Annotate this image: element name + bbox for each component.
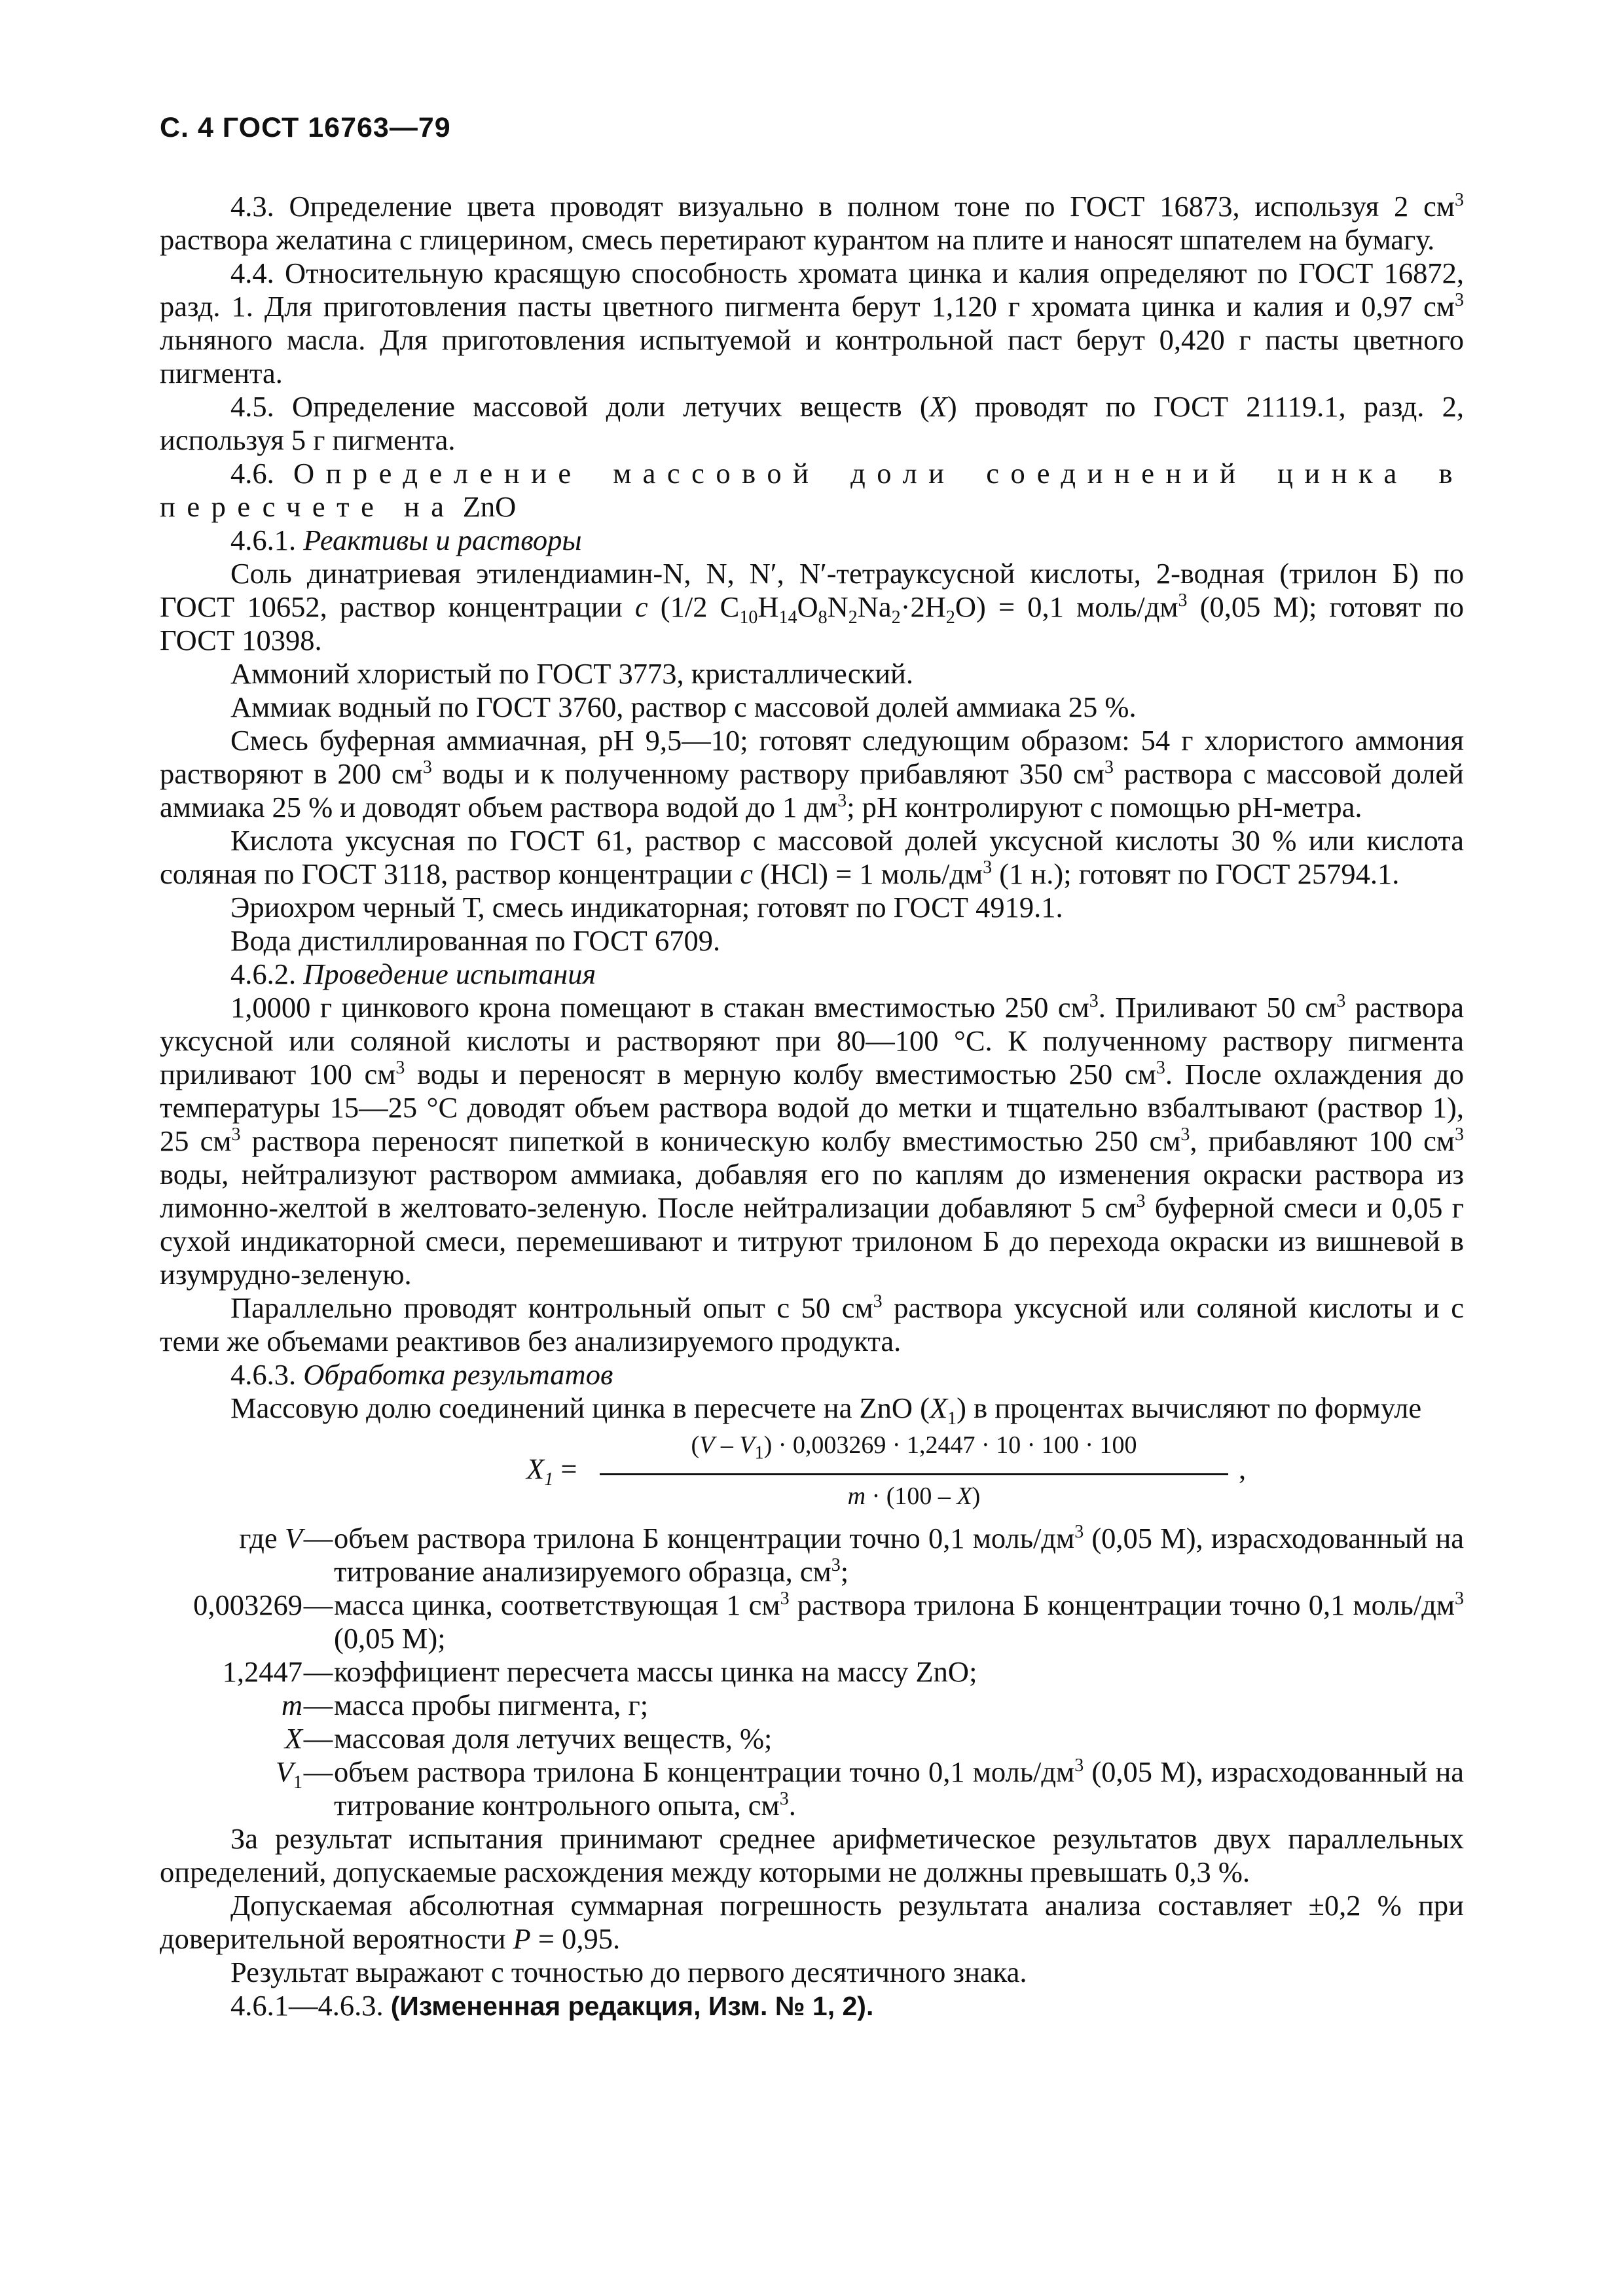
document-body xyxy=(160,190,1464,2023)
formula-x1 xyxy=(160,1425,1464,1522)
result-precision: Результат выражают с точностью до первого десятичного знака. xyxy=(230,1956,1027,1988)
formula-denominator: m · (100 – X) xyxy=(847,1482,981,1510)
variable-dash: — xyxy=(303,1755,333,1788)
formula-comma: , xyxy=(1239,1452,1247,1485)
variable-symbol: 1,2447 xyxy=(222,1655,302,1688)
variable-dash: — xyxy=(303,1522,333,1554)
result-error: Допускаемая абсолютная суммарная погрешность результата анализа составляет ±0,2 % при доверительной вероятности P = 0,95. xyxy=(160,1889,1464,1955)
page-header: С. 4 ГОСТ 16763—79 xyxy=(160,112,451,143)
reagent-acid: Кислота уксусная по ГОСТ 61, раствор с массовой долей уксусной кислоты 30 % или кислота соляная по ГОСТ 3118, раствор концентрации c (HCl) = 1 моль/$дм^3$ (1 н.); готовят по ГОСТ 25794.1. xyxy=(160,824,1464,890)
variable-description: объем раствора трилона Б концентрации точно 0,1 моль/$дм^3$ (0,05 М), израсходованный на титрование анализируемого образца, $см^3$; xyxy=(334,1522,1465,1588)
variable-definitions xyxy=(160,1522,1464,1822)
section-heading-4-6: 4.6. Определение массовой доли соединений цинка в пересчете на ZnO xyxy=(160,457,1464,523)
reagent-ammonium-chloride: Аммоний хлористый по ГОСТ 3773, кристаллический. xyxy=(230,657,913,690)
formula-numerator: $(V - V_1) \cdot 0,003269 \cdot 1,2447 \cdot 10 \cdot 100 \cdot 100$ xyxy=(691,1431,1137,1463)
variable-description: объем раствора трилона Б концентрации точно 0,1 моль/$дм^3$ (0,05 М), израсходованный на титрование контрольного опыта, $см^3$. xyxy=(334,1755,1465,1821)
formula-fraction-bar xyxy=(600,1473,1228,1475)
reagent-trilon: Соль динатриевая этилендиамин-N, N, N′, N′-тетрауксусной кислоты, 2-водная (трилон Б) по ГОСТ 10652, раствор концентрации c (1/2 $C_{10}H_{14}O_8N_2Na_2\cdot 2H_2O) = 0,1$ моль/$дм^3$ (0,05 М); готовят по ГОСТ 10398. xyxy=(160,557,1464,656)
formula-lhs: $X_1$ = xyxy=(526,1452,577,1490)
variable-symbol: $V_1$ xyxy=(275,1755,302,1793)
paragraph-4-4: 4.4. Относительную красящую способность хромата цинка и калия определяют по ГОСТ 16872, разд. 1. Для приготовления пасты цветного пигмента берут 1,120 г хромата цинка и калия и 0,97 $см^3$ льняного масла. Для приготовления испытуемой и контрольной паст берут 0,420 г пасты цветного пигмента. xyxy=(160,257,1464,389)
variable-symbol: X xyxy=(284,1722,302,1755)
formula-intro: Массовую долю соединений цинка в пересчете на ZnO $(X_1)$ в процентах вычисляют по формуле xyxy=(230,1391,1422,1429)
control-experiment: Параллельно проводят контрольный опыт с 50 $см^3$ раствора уксусной или соляной кислоты и с теми же объемами реактивов без анализируемого продукта. xyxy=(160,1291,1464,1357)
amendment-note: 4.6.1—4.6.3. (Измененная редакция, Изм. № 1, 2). xyxy=(230,1989,874,2022)
variable-description: масса цинка, соответствующая 1 $см^3$ раствора трилона Б концентрации точно 0,1 моль/$дм^3$ (0,05 М); xyxy=(334,1588,1464,1655)
reagent-water: Вода дистиллированная по ГОСТ 6709. xyxy=(230,924,721,957)
variable-symbol: m xyxy=(281,1689,302,1721)
variable-dash: — xyxy=(303,1689,333,1721)
subheading-4-6-3: 4.6.3. Обработка результатов xyxy=(230,1358,613,1391)
variable-symbol: 0,003269 xyxy=(193,1588,302,1621)
reagent-eriochrome: Эриохром черный Т, смесь индикаторная; готовят по ГОСТ 4919.1. xyxy=(230,891,1063,924)
subheading-4-6-2: 4.6.2. Проведение испытания xyxy=(230,958,596,990)
result-averaging: За результат испытания принимают среднее арифметическое результатов двух параллельных определений, допускаемые расхождения между которыми не должны превышать 0,3 %. xyxy=(160,1822,1464,1888)
paragraph-4-5: 4.5. Определение массовой доли летучих веществ (X) проводят по ГОСТ 21119.1, разд. 2, используя 5 г пигмента. xyxy=(160,390,1464,456)
variable-description: коэффициент пересчета массы цинка на массу ZnO; xyxy=(334,1655,977,1688)
test-procedure: 1,0000 г цинкового крона помещают в стакан вместимостью 250 $см^3$. Приливают 50 $см^3$ раствора уксусной или соляной кислоты и растворяют при 80—100 °С. К полученному раствору пигмента приливают 100 $см^3$ воды и переносят в мерную колбу вместимостью 250 $см^3$. После охлаждения до температуры 15—25 °С доводят объем раствора водой до метки и тщательно взбалтывают (раствор 1), 25 $см^3$ раствора переносят пипеткой в коническую колбу вместимостью 250 $см^3$, прибавляют 100 $см^3$ воды, нейтрализуют раствором аммиака, добавляя его по каплям до изменения окраски раствора из лимонно-желтой в желтовато-зеленую. После нейтрализации добавляют 5 $см^3$ буферной смеси и 0,05 г сухой индикаторной смеси, перемешивают и титруют трилоном Б до перехода окраски из вишневой в изумрудно-зеленую. xyxy=(160,991,1465,1291)
reagent-buffer: Смесь буферная аммиачная, pH 9,5—10; готовят следующим образом: 54 г хлористого аммония растворяют в 200 $см^3$ воды и к полученному раствору прибавляют 350 $см^3$ раствора с массовой долей аммиака 25 % и доводят объем раствора водой до 1 $дм^3$; pH контролируют с помощью pH-метра. xyxy=(160,724,1464,823)
reagent-ammonia: Аммиак водный по ГОСТ 3760, раствор с массовой долей аммиака 25 %. xyxy=(230,691,1137,723)
variable-description: масса пробы пигмента, г; xyxy=(334,1689,649,1721)
paragraph-4-3: 4.3. Определение цвета проводят визуально в полном тоне по ГОСТ 16873, используя 2 $см^3$ раствора желатина с глицерином, смесь перетирают курантом на плите и наносят шпателем на бумагу. xyxy=(160,190,1464,256)
variable-description: массовая доля летучих веществ, %; xyxy=(334,1722,773,1755)
variable-dash: — xyxy=(303,1722,333,1755)
subheading-4-6-1: 4.6.1. Реактивы и растворы xyxy=(230,524,582,556)
variable-symbol: где V xyxy=(239,1522,302,1554)
variable-dash: — xyxy=(303,1588,333,1621)
variable-dash: — xyxy=(303,1655,333,1688)
